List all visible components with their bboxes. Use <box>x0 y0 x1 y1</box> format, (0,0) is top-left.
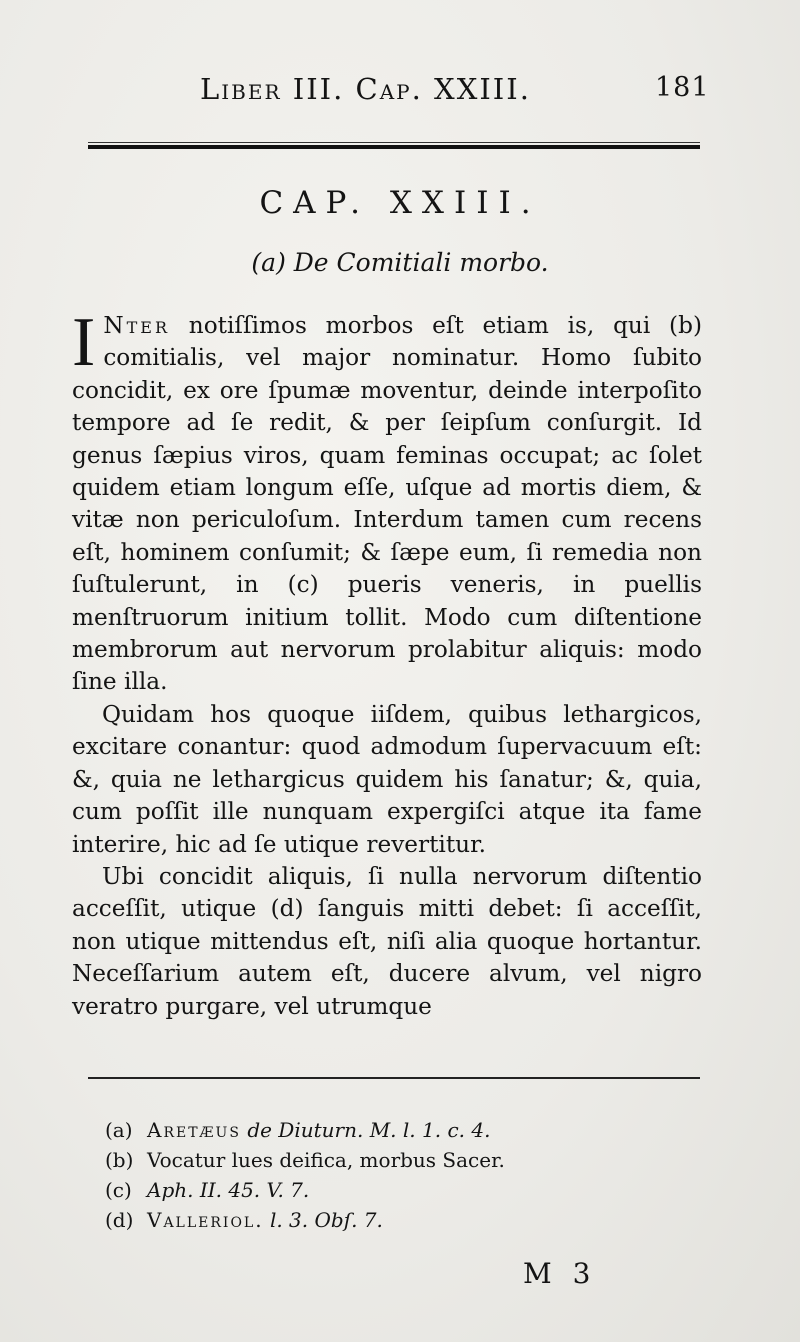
drop-cap: I <box>72 304 96 381</box>
header-rule <box>88 145 700 149</box>
footnote-marker: (a) <box>105 1118 133 1142</box>
paragraph-1-text: notiſſimos morbos eſt etiam is, qui (b) comitialis, vel major nominatur. Homo ſubito concidit, ex ore ſpumæ moventur, deinde interpoſito tempore ad ſe redit, & per ſeipſum conſurgit. Id genus ſæpius viros, quam feminas occupat; ac ſolet quidem etiam longum eſſe, uſque ad mortis diem, & vitæ non periculoſum. Interdum tamen cum recens eſt, hominem conſumit; & ſæpe eum, ſi remedia non ſuſtulerunt, in (c) pueris veneris, in puellis menſtruorum initium tollit. Modo cum diſtentione membrorum aut nervorum prolabitur aliquis: modo ſine illa. <box>72 312 702 696</box>
chapter-title: CAP. XXIII. <box>259 185 541 221</box>
footnote-text: Vocatur lues deifica, morbus Sacer. <box>147 1148 505 1172</box>
first-word: Nter <box>103 312 170 339</box>
footnote-marker: (c) <box>105 1178 132 1202</box>
paragraph-3: Ubi concidit aliquis, ſi nulla nervorum diſtentio acceſſit, utique (d) ſanguis mitti debet: ſi acceſſit, non utique mittendus eſt, niſi alia quoque hortantur. Neceſſarium autem eſt, ducere alvum, vel nigro veratro purgare, vel utrumque <box>72 862 702 1020</box>
footnote-rule <box>88 1077 700 1079</box>
running-head <box>0 72 800 112</box>
paragraph-2: Quidam hos quoque iiſdem, quibus lethargicos, excitare conantur: quod admodum ſupervacuum eſt: &, quia ne lethargicus quidem his ſanatur; &, quia, cum poſſit ille nunquam expergiſci atque ita fame interire, hic ad ſe utique revertitur. <box>72 700 702 858</box>
footnote-author: Aretæus <box>147 1118 241 1142</box>
footnote-text: Aph. II. 45. V. 7. <box>147 1178 310 1202</box>
footnote-d <box>105 1205 665 1235</box>
footnote-text: l. 3. Obſ. 7. <box>269 1208 383 1232</box>
footnote-a <box>105 1115 665 1145</box>
page-number: 181 <box>655 72 710 103</box>
footnote-b <box>105 1145 665 1175</box>
header-rule-thin <box>88 142 700 143</box>
running-title: Liber III. Cap. XXIII. <box>200 72 531 106</box>
body-text <box>72 304 702 1023</box>
chapter-subtitle: (a) De Comitiali morbo. <box>251 248 549 277</box>
footnote-marker: (b) <box>105 1148 134 1172</box>
footnote-c <box>105 1175 665 1205</box>
signature-mark: M 3 <box>523 1257 597 1290</box>
paragraph-1 <box>72 304 702 699</box>
footnotes <box>105 1115 665 1235</box>
footnote-marker: (d) <box>105 1208 134 1232</box>
footnote-text: de Diuturn. M. l. 1. c. 4. <box>247 1118 491 1142</box>
footnote-author: Valleriol. <box>147 1208 264 1232</box>
